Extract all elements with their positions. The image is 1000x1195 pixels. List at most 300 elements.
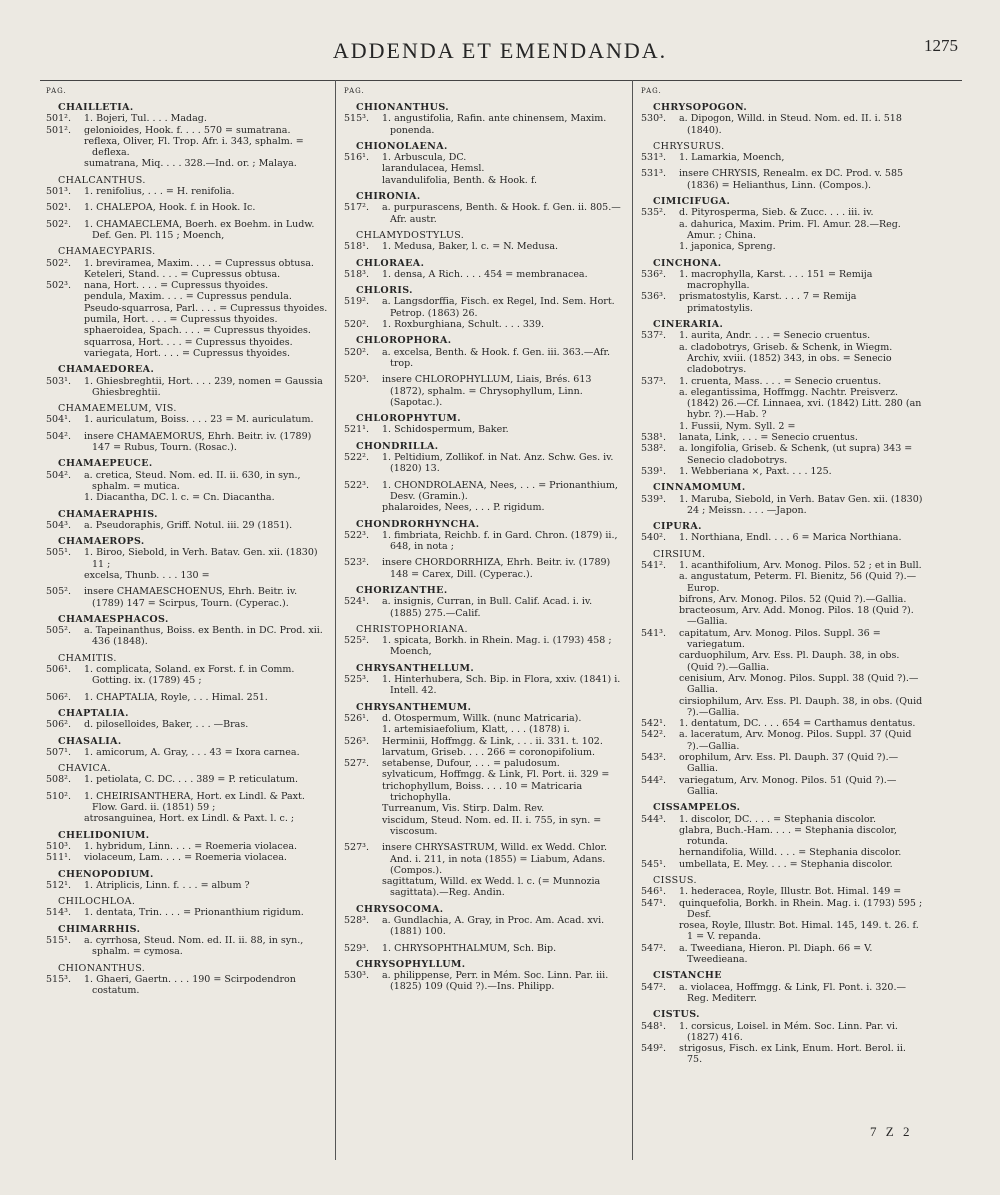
entry-text: atrosanguinea, Hort. ex Lindl. & Paxt. l. c. ; [84,813,295,825]
entry-group [344,258,626,281]
entry-group [641,521,923,544]
entry-text: 1. Fussii, Nym. Syll. 2 = [679,420,796,432]
entry-text: bracteosum, Arv. Add. Monog. Pilos. 18 (Quid ?).—Gallia. [679,605,914,628]
entry [344,502,626,513]
genus-heading: CHELIDONIUM. [58,829,150,841]
page-ref: 525³. [344,674,369,686]
entry [344,970,626,993]
entry-group [46,869,328,892]
entry-text: a. excelsa, Benth. & Hook. f. Gen. iii. 363.—Afr. trop. [382,346,611,369]
page-ref: 523². [344,557,369,569]
entry [46,158,328,169]
entry-text: a. Langsdorffia, Fisch. ex Regel, Ind. Sem. Hort. Petrop. (1863) 26. [382,296,615,319]
entry-text: sphaeroidea, Spach. . . . = Cupressus thyoides. [84,325,311,337]
entry-text: 1. amicorum, A. Gray, . . . 43 = Ixora carnea. [84,746,300,758]
entry [344,747,626,758]
entry [344,163,626,174]
page-ref: 545¹. [641,858,666,870]
entry [641,898,923,921]
entry-text: insere CHORDORRHIZA, Ehrh. Beitr. iv. (1789) 148 = Carex, Dill. (Cyperac.). [382,557,611,580]
entry-text: capitatum, Arv. Monog. Pilos. Suppl. 36 = variegatum. [679,627,881,651]
page-ref: 511¹. [46,852,71,864]
page-ref: 537². [641,330,666,342]
page-ref: 501³. [46,186,71,198]
page-ref: 527³. [344,842,369,854]
entry [641,168,923,191]
page-ref: 515³. [344,113,369,125]
entry-group [344,141,626,186]
entry-group [46,364,328,398]
entry-group [641,1009,923,1065]
entry [344,758,626,769]
entry [641,376,923,387]
entry [344,736,626,747]
genus-heading: CHRISTOPHORIANA. [356,623,468,635]
page-title: ADDENDA ET EMENDANDA. [332,38,668,63]
entry-text: a. dahurica, Maxim. Prim. Fl. Amur. 28.—Reg. Amur. ; China. [679,218,901,241]
entry [344,530,626,553]
entry-text: cirsiophilum, Arv. Ess. Pl. Dauph. 38, in obs. (Quid ?).—Gallia. [679,695,923,718]
genus-heading: CHRYSOPOGON. [653,102,748,113]
entry-text: 1. Ghaeri, Gaertn. . . . 190 = Scirpodendron costatum. [84,973,296,997]
page-ref: 520². [344,319,369,331]
page-ref: 503¹. [46,375,71,387]
entry-text: excelsa, Thunb. . . . 130 = [84,569,210,581]
entry [344,557,626,580]
entry [641,718,923,729]
page-ref: 543². [641,752,666,764]
entry-text: 1. dentatum, DC. . . . 654 = Carthamus dentatus. [679,718,916,730]
page-ref: 536². [641,268,666,280]
entry-text: trichophyllum, Boiss. . . . 10 = Matricaria trichophylla. [382,780,583,804]
entry [641,628,923,651]
genus-heading: CHIONOLAENA. [356,140,448,152]
entry-text: orophilum, Arv. Ess. Pl. Dauph. 37 (Quid ?).—Gallia. [679,752,899,775]
entry-text: 1. cruenta, Mass. . . . = Senecio cruentus. [679,375,882,387]
entry-text: 1. Hinterhubera, Sch. Bip. in Flora, xxiv. (1841) i. Intell. 42. [382,674,621,697]
entry-text: 1. Arbuscula, DC. [382,152,467,164]
entry-text: 1. Webberiana ×, Paxt. . . . 125. [679,465,832,477]
page-ref: 519². [344,296,369,308]
entry [46,325,328,336]
page-ref: 520². [344,346,369,358]
entry-text: 1. auriculatum, Boiss. . . . 23 = M. auriculatum. [84,414,314,426]
entry-text: 1. discolor, DC. . . . = Stephania discolor. [679,813,877,825]
page-ref: 515³. [46,973,71,985]
entry [46,586,328,609]
entry [641,814,923,825]
entry [46,547,328,570]
page-header [0,0,1000,82]
genus-heading: CINNAMOMUM. [653,482,746,494]
entry-text: pumila, Hort. . . . = Cupressus thyoides. [84,314,278,326]
genus-heading: CHLAMYDOSTYLUS. [356,229,465,241]
page-ref: 539³. [641,493,666,505]
entry-text: viscidum, Steud. Nom. ed. II. i. 755, in syn. = viscosum. [382,814,602,837]
entry [46,258,328,269]
page-ref: 502³. [46,280,71,292]
genus-heading: CHIMARRHIS. [58,923,141,935]
page-ref: 540². [641,532,666,544]
entry-group [344,374,626,408]
entry [46,136,328,159]
genus-heading: CHIRONIA. [356,191,421,203]
entry [344,815,626,838]
entry [641,494,923,517]
entry-text: prismatostylis, Karst. . . . 7 = Remija primatostylis. [679,291,857,314]
entry-text: Keteleri, Stand. . . . = Cupressus obtusa. [84,268,281,280]
entry [46,125,328,136]
entry [641,859,923,870]
page-ref: 520³. [344,374,369,386]
entry-text: d. piloselloides, Baker, . . . —Bras. [84,719,249,731]
entry-text: lavandulifolia, Benth. & Hook. f. [382,174,538,186]
entry-text: variegata, Hort. . . . = Cupressus thyoides. [84,347,291,359]
entry-text: 1. Medusa, Baker, l. c. = N. Medusa. [382,241,559,253]
entry-text: 1. aurita, Andr. . . . = Senecio cruentus. [679,330,871,342]
entry-text: 1. dentata, Trin. . . . = Prionanthium rigidum. [84,907,304,919]
entry-text: 1. japonica, Spreng. [679,241,776,253]
page-ref: 504¹. [46,414,71,426]
entry [641,241,923,252]
entry [46,774,328,785]
entry-text: 1. CHAMAECLEMA, Boerh. ex Boehm. in Ludw. Def. Gen. Pl. 115 ; Moench, [84,218,315,241]
entry [344,781,626,804]
page-ref: 542². [641,729,666,741]
entry-text: a. cyrrhosa, Steud. Nom. ed. II. ii. 88, in syn., sphalm. = cymosa. [84,935,304,958]
entry [641,113,923,136]
entry-group [46,896,328,919]
entry-group [46,692,328,703]
pag-label: PAG. [344,87,365,95]
page-ref: 510². [46,790,71,802]
entry [344,241,626,252]
entry [46,269,328,280]
genus-heading: CHRYSOCOMA. [356,903,444,915]
entry-text: 1. Roxburghiana, Schult. . . . 339. [382,319,545,331]
entry-text: a. elegantissima, Hoffmgg. Nachtr. Preisverz. (1842) 26.—Cf. Linnaea, xvi. (1842) Litt. 280 (an hybr. ?).—Hab. ? [679,386,922,421]
entry [641,560,923,571]
entry-text: larvatum, Griseb. . . . 266 = coronopifolium. [382,746,596,758]
genus-heading: CHALCANTHUS. [58,174,146,186]
entry-group [344,441,626,475]
column-divider [632,80,633,1160]
entry-group [344,904,626,938]
entry-text: phalaroides, Nees, . . . P. rigidum. [382,502,545,514]
genus-heading: CHENOPODIUM. [58,868,154,880]
genus-heading: CHORIZANTHE. [356,584,448,596]
entry-text: carduophilum, Arv. Ess. Pl. Dauph. 38, in obs. (Quid ?).—Gallia. [679,650,900,673]
entry-group [344,663,626,697]
entry-group [641,549,923,798]
page-ref: 518³. [344,268,369,280]
entry-text: quinquefolia, Borkh. in Rhein. Mag. i. (1793) 595 ; Desf. [679,897,923,920]
entry-text: sumatrana, Miq. . . . 328.—Ind. or. ; Malaya. [84,158,297,170]
entry [641,421,923,432]
entry [344,347,626,370]
entry-text: 1. Ghiesbreghtii, Hort. . . . 239, nomen = Gaussia Ghiesbreghtii. [84,375,323,398]
genus-heading: CHAMAEMELUM, VIS. [58,403,177,415]
page-ref: 502¹. [46,202,71,214]
entry-group [46,202,328,213]
entry [344,424,626,435]
column-divider [335,80,336,1160]
entry-group [344,557,626,580]
page-ref: 524¹. [344,596,369,608]
entry-text: 1. Peltidium, Zollikof. in Nat. Anz. Schw. Ges. iv. (1820) 13. [382,452,614,475]
entry-text: rosea, Royle, Illustr. Bot. Himal. 145, 149. t. 26. f. 1 = V. repanda. [679,920,919,943]
entry-text: 1. renifolius, . . . = H. renifolia. [84,186,235,198]
page-ref: 541². [641,559,666,571]
entry [641,886,923,897]
entry-group [344,842,626,898]
page-ref: 547². [641,942,666,954]
page-ref: 535². [641,207,666,219]
entry-text: variegatum, Arv. Monog. Pilos. 51 (Quid ?).—Gallia. [679,774,897,797]
entry-text: d. Otospermum, Willk. (nunc Matricaria). [382,712,582,724]
entry-group [344,519,626,553]
entry [641,1021,923,1044]
entry [344,915,626,938]
entry [641,269,923,292]
entry [46,186,328,197]
column-right [641,86,923,1156]
entry [344,842,626,876]
entry-group [46,653,328,687]
entry-text: 1. CHONDROLAENA, Nees, . . . = Prionanthium, Desv. (Gramin.). [382,479,618,502]
entry-group [641,319,923,477]
entry-group [46,924,328,958]
entry-group [344,943,626,954]
entry-group [641,102,923,136]
entry [641,466,923,477]
genus-heading: CHIONANTHUS. [356,102,449,113]
entry [46,348,328,359]
page-ref: 522². [344,452,369,464]
entry [641,432,923,443]
entry [46,880,328,891]
page-ref: 508². [46,774,71,786]
genus-heading: CIMICIFUGA. [653,196,731,208]
entry [344,724,626,735]
entry-group [641,875,923,965]
entry-text: a. Pseudoraphis, Griff. Notul. iii. 29 (1851). [84,519,293,531]
page-ref: 531³. [641,168,666,180]
entry-text: 1. Bojeri, Tul. . . . Madag. [84,113,207,125]
entry-text: larandulacea, Hemsl. [382,163,485,175]
entry-group [641,802,923,870]
entry-text: insere CHLOROPHYLLUM, Liais, Brés. 613 (1872), sphalm. = Chrysophyllum, Linn. (Sapotac.). [382,374,592,408]
entry-text: setabense, Dufour, . . . = paludosum. [382,758,560,770]
entry [46,791,328,814]
page-ref: 501². [46,113,71,125]
page-ref: 505². [46,586,71,598]
entry-group [641,196,923,252]
page-ref: 516¹. [344,152,369,164]
page-ref: 544². [641,774,666,786]
entry [344,769,626,780]
page-ref: 526¹. [344,712,369,724]
entry-group [641,482,923,516]
page-ref: 518¹. [344,241,369,253]
entry-group [46,175,328,198]
entry [641,752,923,775]
entry-text: a. insignis, Curran, in Bull. Calif. Acad. i. iv. (1885) 275.—Calif. [382,596,593,619]
entry-group [46,791,328,825]
page-ref: 502². [46,218,71,230]
entry [641,571,923,594]
entry-text: Turreanum, Vis. Stirp. Dalm. Rev. [382,803,545,815]
entry-text: nana, Hort. . . . = Cupressus thyoides. [84,280,269,292]
pag-label: PAG. [46,87,67,95]
page-ref: 507¹. [46,746,71,758]
entry-text: sagittatum, Willd. ex Wedd. l. c. (= Munnozia sagittata).—Reg. Andin. [382,876,601,899]
entry [641,650,923,673]
entry [344,480,626,503]
genus-heading: CHRYSURUS. [653,140,725,152]
entry [46,664,328,687]
genus-heading: CHAMITIS. [58,652,117,664]
entry-text: cenisium, Arv. Monog. Pilos. Suppl. 38 (Quid ?).—Gallia. [679,672,919,696]
entry-text: insere CHRYSIS, Renealm. ex DC. Prod. v. 585 (1836) = Helianthus, Linn. (Compos.). [679,168,904,191]
page-ref: 548¹. [641,1020,666,1032]
entry-group [46,431,328,454]
entry [344,635,626,658]
genus-heading: CHIONANTHUS. [58,962,146,974]
entry [641,219,923,242]
entry-text: violaceum, Lam. . . . = Roemeria violacea. [84,852,287,864]
page-ref: 525². [344,635,369,647]
entry-text: squarrosa, Hort. . . . = Cupressus thyoides. [84,336,293,348]
entry-text: gelonioides, Hook. f. . . . 570 = sumatrana. [84,124,291,136]
entry [641,847,923,858]
entry-group [641,168,923,191]
page-ref: 538². [641,443,666,455]
entry [344,713,626,724]
genus-heading: CHAMAECYPARIS. [58,246,156,258]
entry-text: glabra, Buch.-Ham. . . . = Stephania discolor, rotunda. [679,824,897,848]
entry-text: bifrons, Arv. Monog. Pilos. 52 (Quid ?).—Gallia. [679,593,907,605]
entry-group [46,246,328,359]
page-ref: 505¹. [46,547,71,559]
entry-text: 1. hederacea, Royle, Illustr. Bot. Himal. 149 = [679,886,902,898]
genus-heading: CHLOROPHYTUM. [356,413,461,425]
page-ref: 517². [344,202,369,214]
genus-heading: CISSAMPELOS. [653,802,741,814]
genus-heading: CHAILLETIA. [58,102,134,113]
entry [46,113,328,124]
genus-heading: CISSUS. [653,875,697,886]
column-middle [344,86,626,1156]
entry [46,291,328,302]
entry-text: a. angustatum, Peterm. Fl. Bienitz, 56 (Quid ?).—Europ. [679,571,917,594]
page-ref: 521¹. [344,424,369,436]
page-ref: 528³. [344,915,369,926]
genus-heading: CHAPTALIA. [58,707,129,719]
entry [641,943,923,966]
entry-text: strigosus, Fisch. ex Link, Enum. Hort. Berol. ii. 75. [679,1043,906,1066]
entry-text: insere CHRYSASTRUM, Willd. ex Wedd. Chlor. And. i. 211, in nota (1855) = Liabum, Adans. (Compos.). [382,842,607,876]
entry-text: 1. breviramea, Maxim. . . . = Cupressus obtusa. [84,257,314,269]
entry [344,296,626,319]
entry-group [46,102,328,170]
page-ref: 546¹. [641,886,666,898]
entry [46,625,328,648]
entry [46,303,328,314]
genus-heading: CHILOCHLOA. [58,896,136,908]
entry-text: 1. fimbriata, Reichb. f. in Gard. Chron. (1879) ii., 648, in nota ; [382,529,618,553]
genus-heading: CHAMAEDOREA. [58,364,155,376]
genus-heading: CHASALIA. [58,735,122,747]
entry-text: 1. Atriplicis, Linn. f. . . . = album ? [84,879,250,891]
entry [46,813,328,824]
genus-heading: CINERARIA. [653,319,724,331]
page-ref: 522³. [344,479,369,491]
entry [344,452,626,475]
entry [46,520,328,531]
entry [641,982,923,1005]
page-ref: 530³. [641,113,666,125]
entry [46,314,328,325]
entry-group [641,141,923,164]
entry [46,935,328,958]
entry [46,492,328,503]
genus-heading: CINCHONA. [653,257,722,269]
entry-group [344,102,626,136]
entry [46,570,328,581]
entry-group [344,335,626,369]
entry-text: a. violacea, Hoffmgg. & Link, Fl. Pont. i. 320.—Reg. Mediterr. [679,981,906,1004]
entry-group [344,585,626,619]
entry-text: 1. Schidospermum, Baker. [382,424,509,436]
page-ref: 542¹. [641,718,666,730]
entry-text: insere CHAMAEMORUS, Ehrh. Beitr. iv. (1789) 147 = Rubus, Tourn. (Rosac.). [84,430,312,454]
column-left [46,86,328,1156]
entry-text: 1. CHEIRISANTHERA, Hort. ex Lindl. & Paxt. Flow. Gard. ii. (1851) 59 ; [84,790,305,814]
entry [344,943,626,954]
page-ref: 544³. [641,813,666,825]
entry-text: d. Pityrosperma, Sieb. & Zucc. . . . iii. iv. [679,207,874,219]
entry [641,532,923,543]
entry-group [344,702,626,838]
entry-group [46,963,328,997]
entry [344,876,626,899]
page-ref: 506². [46,691,71,703]
entry-text: 1. Lamarkia, Moench, [679,152,785,164]
entry [641,152,923,163]
entry-text: Pseudo-squarrosa, Parl. . . . = Cupressus thyoides. [84,302,328,314]
entry [641,330,923,341]
page-ref: 522³. [344,529,369,541]
entry-text: 1. hybridum, Linn. . . . = Roemeria violacea. [84,840,298,852]
page-ref: 536³. [641,291,666,303]
entry-text: a. Tapeinanthus, Boiss. ex Benth. in DC. Prod. xii. 436 (1848). [84,625,323,648]
entry-text: 1. Northiana, Endl. . . . 6 = Marica Northiana. [679,532,902,544]
entry-group [46,736,328,759]
page-ref: 512¹. [46,879,71,891]
genus-heading: CHAMAERAPHIS. [58,508,158,520]
page-ref: 515¹. [46,935,71,946]
entry-group [46,763,328,786]
entry-group [344,413,626,436]
entry [641,342,923,376]
entry [344,803,626,814]
entry [641,594,923,605]
page-ref: 514³. [46,907,71,919]
entry-group [46,403,328,426]
entry-text: a. cladobotrys, Griseb. & Schenk, in Wiegm. Archiv, xviii. (1852) 343, in obs. = Senecio cladobotrys. [679,341,893,376]
entry-group [344,624,626,658]
